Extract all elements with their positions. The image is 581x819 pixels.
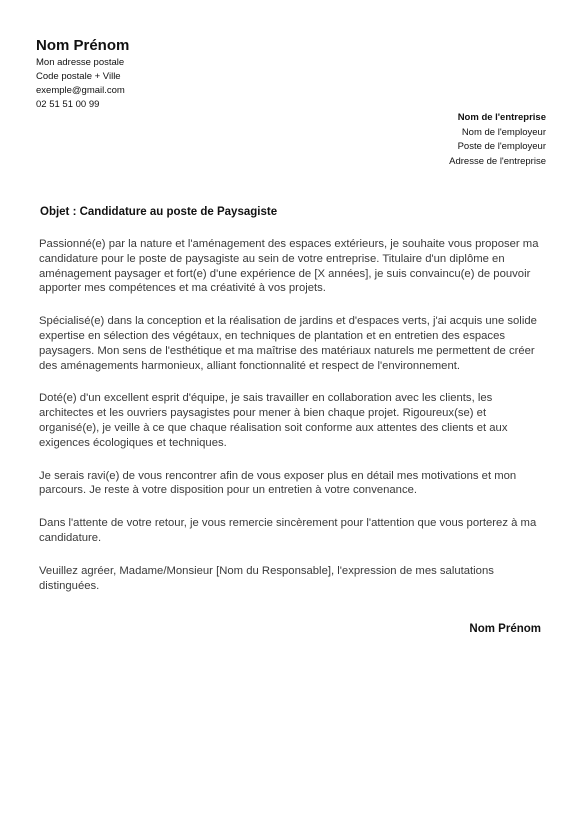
body-paragraph: Doté(e) d'un excellent esprit d'équipe, je sais travailler en collaboration avec les clients, les architectes et les ouvriers paysagistes pour mener à bien chaque projet. Rigoureux(se) et organisé(e), je veille à ce que chaque réalisation soit conforme aux attentes des clients et aux exigences écologiques et techniques. (39, 392, 508, 449)
sender-phone: 02 51 51 00 99 (36, 99, 100, 110)
body-paragraph: Spécialisé(e) dans la conception et la réalisation de jardins et d'espaces verts, j'ai acquis une solide expertise en sélection des végétaux, en techniques de plantation et en entretien des espaces paysagers. Mon sens de l'esthétique et ma maîtrise des matériaux naturels me permettent de créer des aménagements harmonieux, alliant fonctionnalité et respect de l'environnement. (39, 315, 537, 372)
recipient-company: Nom de l'entreprise (457, 112, 546, 123)
sender-name: Nom Prénom (36, 37, 130, 54)
closing-paragraph: Veuillez agréer, Madame/Monsieur [Nom du Responsable], l'expression de mes salutations distinguées. (39, 564, 494, 592)
sender-block (36, 37, 129, 112)
letter-body (39, 237, 544, 611)
sender-address: Mon adresse postale (36, 57, 125, 68)
body-paragraph: Je serais ravi(e) de vous rencontrer afin de vous exposer plus en détail mes motivations et mon parcours. Je reste à votre disposition pour un entretien à votre convenance. (39, 469, 517, 497)
body-paragraph: Passionné(e) par la nature et l'aménagement des espaces extérieurs, je souhaite vous proposer ma candidature pour le poste de paysagiste au sein de votre entreprise. Titulaire d'un diplôme en aménagement paysager et fort(e) d'une expérience de [X années], je suis convaincu(e) de pouvoir apporter mes compétences et ma créativité à vos projets. (39, 238, 539, 295)
recipient-employer-name: Nom de l'employeur (461, 126, 546, 138)
signature-name: Nom Prénom (469, 623, 541, 635)
body-paragraph: Dans l'attente de votre retour, je vous remercie sincèrement pour l'attention que vous porterez à ma candidature. (39, 517, 537, 544)
recipient-company-address: Adresse de l'entreprise (449, 156, 546, 168)
recipient-block (449, 111, 546, 170)
sender-email: exemple@gmail.com (36, 85, 125, 96)
sender-postal-city: Code postale + Ville (36, 71, 121, 82)
letter-subject: Objet : Candidature au poste de Paysagiste (40, 206, 278, 218)
recipient-employer-position: Poste de l'employeur (457, 141, 546, 153)
